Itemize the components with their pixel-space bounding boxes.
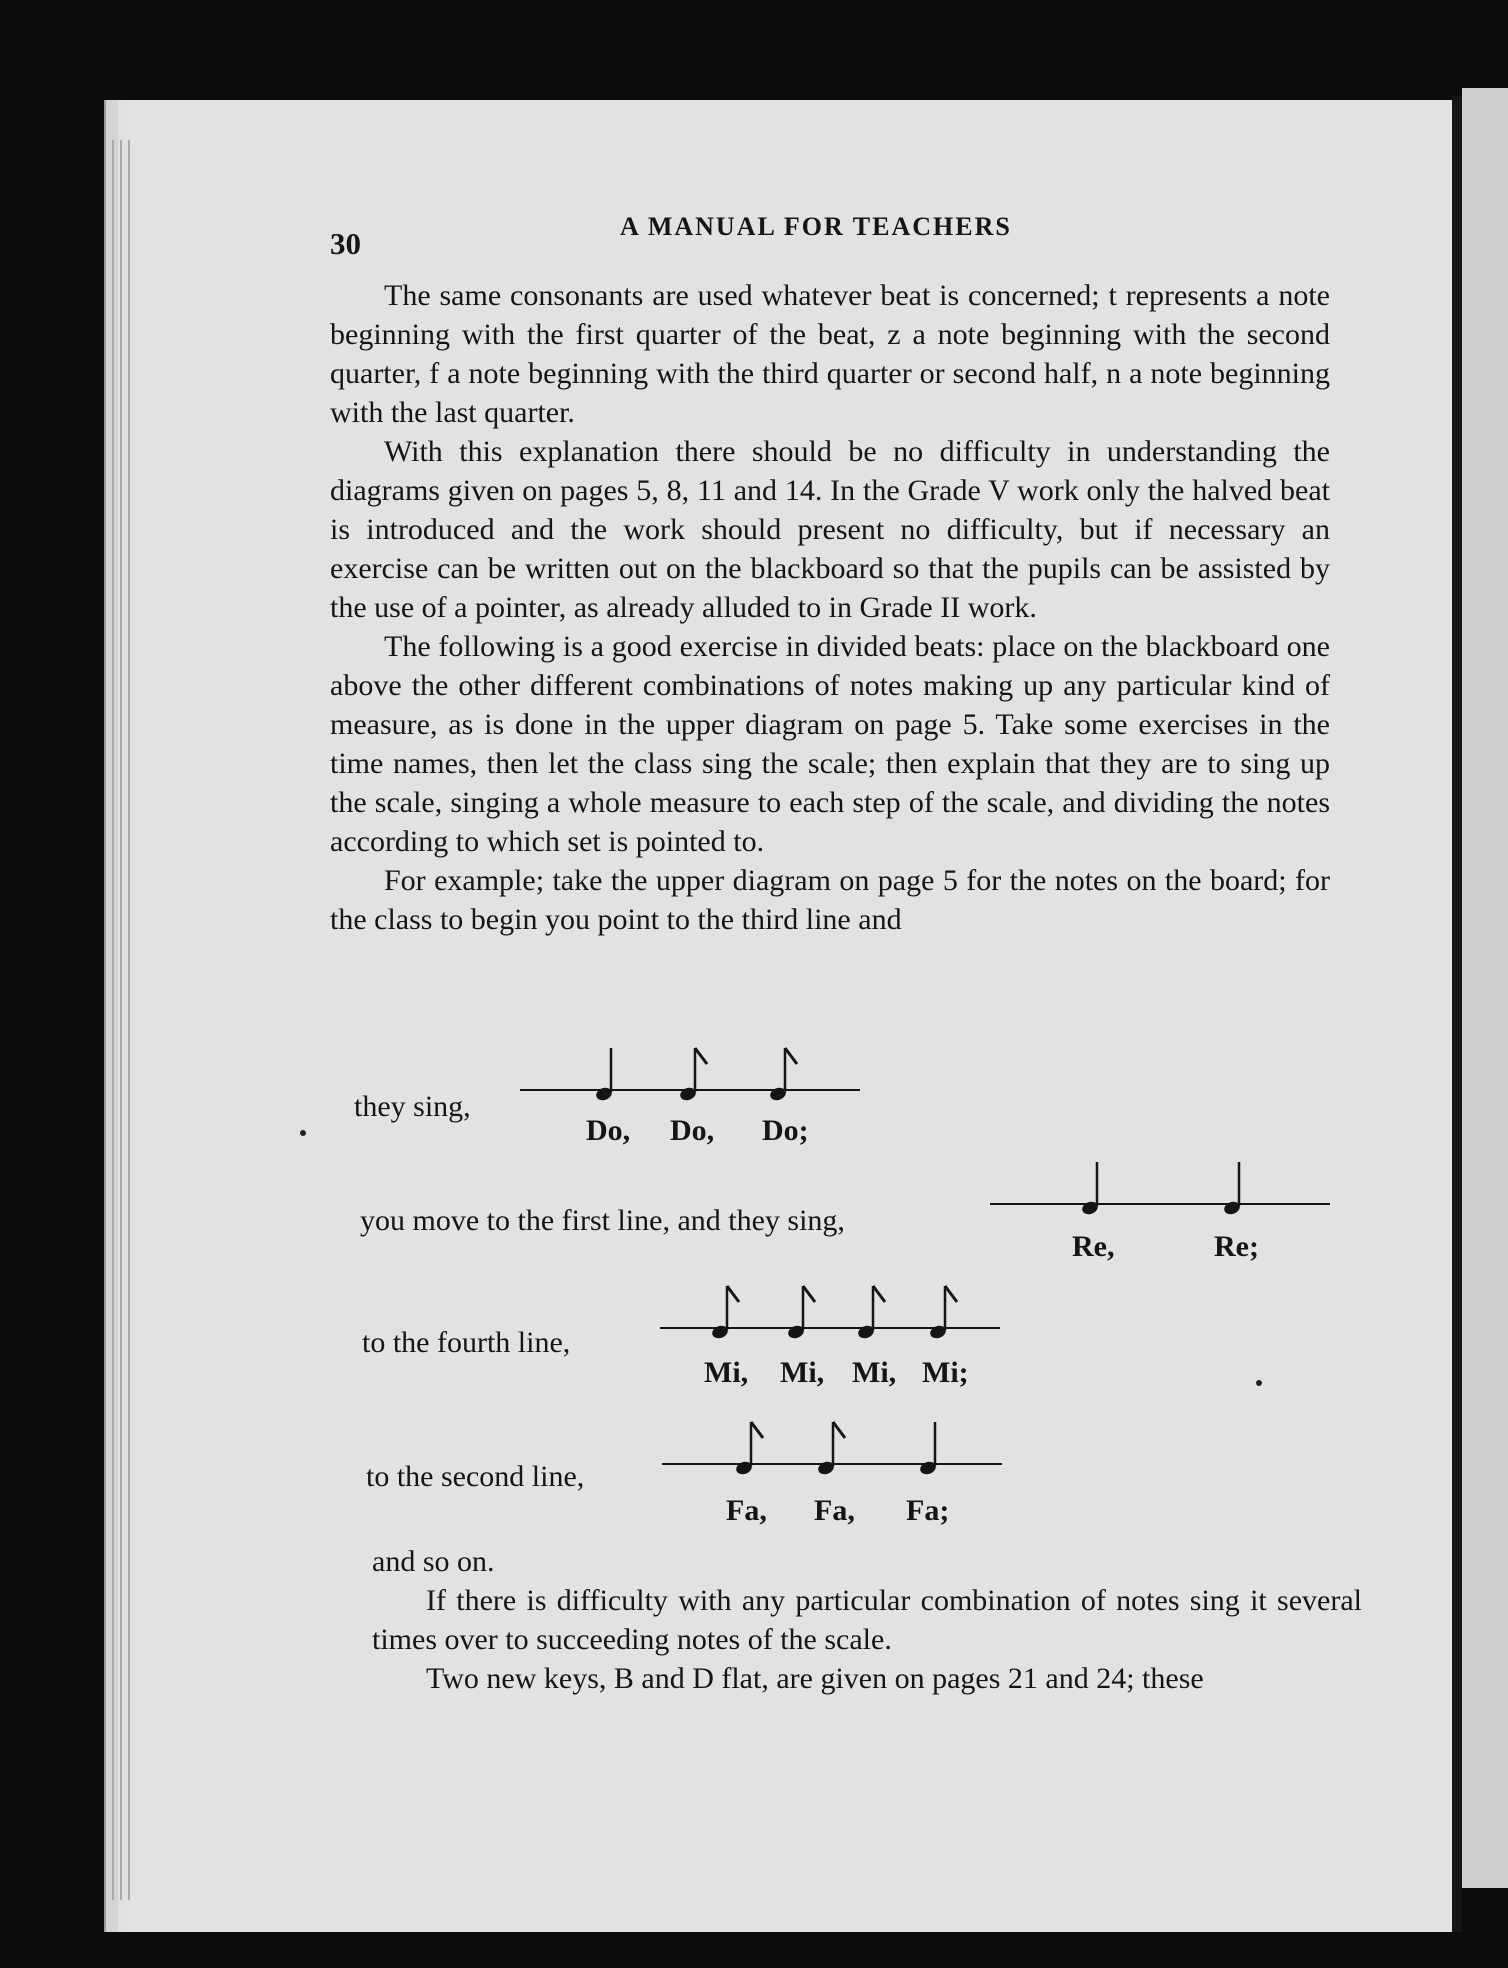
solfa-syllable: Do; xyxy=(762,1114,809,1147)
music-staff xyxy=(660,1276,1000,1356)
paragraph-example: For example; take the upper diagram on page 5 for the notes on the board; for the class to begin you point to the third line and xyxy=(330,864,1330,936)
solfa-syllable: Do, xyxy=(670,1114,715,1147)
eighth-note-icon xyxy=(768,1048,797,1102)
speck xyxy=(1256,1380,1262,1386)
solfa-syllable: Mi; xyxy=(922,1356,969,1389)
example-label: you move to the first line, and they sing, xyxy=(360,1204,845,1237)
solfa-syllable: Do, xyxy=(586,1114,631,1147)
page-gutter-shadow xyxy=(1452,96,1462,1932)
music-staff xyxy=(662,1412,1002,1492)
solfa-syllable: Fa, xyxy=(726,1494,767,1527)
solfa-syllable: Mi, xyxy=(704,1356,749,1389)
eighth-note-icon xyxy=(856,1286,885,1340)
body-text-bottom xyxy=(372,1542,1362,1698)
quarter-note-icon xyxy=(1080,1162,1099,1216)
example-label: to the fourth line, xyxy=(362,1326,571,1359)
running-title: A MANUAL FOR TEACHERS xyxy=(620,212,1012,241)
page-edge-line xyxy=(112,140,114,1900)
music-staff xyxy=(520,1038,860,1118)
page-edge-line xyxy=(120,140,122,1900)
and-so-on-line: and so on. xyxy=(372,1545,495,1578)
eighth-note-icon xyxy=(816,1422,845,1476)
example-label: they sing, xyxy=(354,1090,471,1123)
eighth-note-icon xyxy=(678,1048,707,1102)
paragraph-difficulty: If there is difficulty with any particular combination of notes sing it several times over to succeeding notes of the scale. xyxy=(372,1584,1362,1656)
body-text-top xyxy=(330,276,1330,939)
solfa-syllable: Fa; xyxy=(906,1494,950,1527)
paragraph-explanation: With this explanation there should be no difficulty in understanding the diagrams given on pages 5, 8, 11 and 14. In the Grade V work only the halved beat is introduced and the work should present no difficulty, but if necessary an exercise can be written out on the blackboard so that the pupils can be assisted by the use of a pointer, as already alluded to in Grade II work. xyxy=(330,435,1330,624)
speck xyxy=(300,1130,306,1136)
page-number: 30 xyxy=(330,226,361,261)
quarter-note-icon xyxy=(918,1422,937,1476)
solfa-syllable: Fa, xyxy=(814,1494,855,1527)
next-page-leaf xyxy=(1462,88,1508,1888)
eighth-note-icon xyxy=(786,1286,815,1340)
solfa-syllable: Mi, xyxy=(780,1356,825,1389)
eighth-note-icon xyxy=(710,1286,739,1340)
paragraph-new-keys: Two new keys, B and D flat, are given on pages 21 and 24; these xyxy=(426,1662,1204,1695)
eighth-note-icon xyxy=(734,1422,763,1476)
music-staff xyxy=(990,1152,1330,1232)
page-edge-line xyxy=(128,140,130,1900)
solfa-syllable: Re, xyxy=(1072,1230,1115,1263)
paragraph-exercise: The following is a good exercise in divided beats: place on the blackboard one above the other different combinations of notes making up any particular kind of measure, as is done in the upper diagram on page 5. Take some exercises in the time names, then let the class sing the scale; then explain that they are to sing up the scale, singing a whole measure to each step of the scale, and dividing the notes according to which set is pointed to. xyxy=(330,630,1330,858)
quarter-note-icon xyxy=(594,1048,613,1102)
eighth-note-icon xyxy=(928,1286,957,1340)
solfa-syllable: Re; xyxy=(1214,1230,1259,1263)
example-label: to the second line, xyxy=(366,1460,585,1493)
paragraph-consonants: The same consonants are used whatever beat is concerned; t represents a note beginning with the first quarter of the beat, z a note beginning with the second quarter, f a note beginning with the third quarter or second half, n a note beginning with the last quarter. xyxy=(330,279,1330,429)
solfa-syllable: Mi, xyxy=(852,1356,897,1389)
quarter-note-icon xyxy=(1222,1162,1241,1216)
